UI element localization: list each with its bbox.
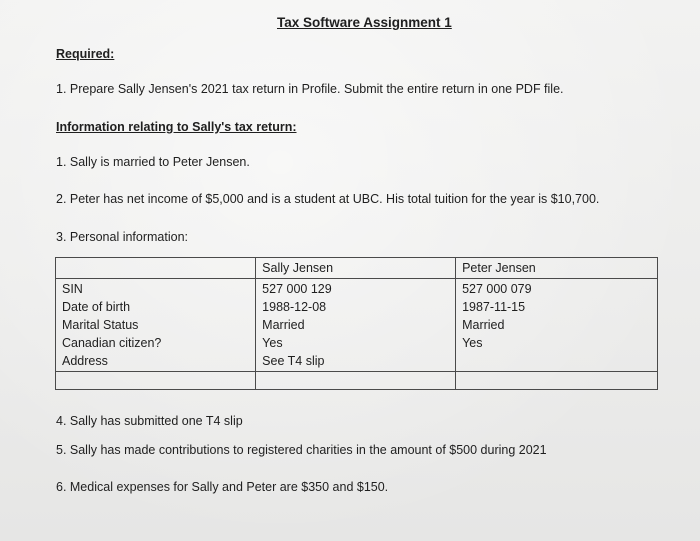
label-citizen: Canadian citizen?	[62, 336, 162, 350]
table-row	[56, 279, 658, 372]
empty-cell	[456, 372, 658, 390]
info-item-3: 3. Personal information:	[56, 230, 189, 244]
personal-info-table	[55, 257, 658, 390]
peter-citizen: Yes	[462, 336, 483, 350]
sally-dob: 1988-12-08	[262, 300, 327, 314]
task-line: 1. Prepare Sally Jensen's 2021 tax return in Profile. Submit the entire return in one PDF file.	[56, 82, 564, 96]
peter-address	[462, 352, 651, 370]
peter-sin: 527 000 079	[462, 282, 532, 296]
peter-dob: 1987-11-15	[462, 300, 526, 314]
label-address: Address	[62, 354, 108, 368]
label-sin: SIN	[62, 282, 83, 296]
table-row	[56, 258, 658, 279]
peter-column	[456, 279, 658, 372]
info-item-6: 6. Medical expenses for Sally and Peter are $350 and $150.	[56, 480, 389, 494]
required-heading: Required:	[56, 47, 115, 61]
peter-header: Peter Jensen	[462, 261, 536, 275]
peter-header-cell	[456, 258, 658, 279]
table-row	[56, 372, 658, 390]
peter-marital: Married	[462, 318, 505, 332]
info-item-1: 1. Sally is married to Peter Jensen.	[56, 155, 250, 169]
info-item-5: 5. Sally has made contributions to registered charities in the amount of $500 during 2021	[56, 443, 547, 457]
sally-sin: 527 000 129	[262, 282, 332, 296]
sally-column	[256, 279, 456, 372]
labels-column	[56, 279, 256, 372]
label-header-blank	[62, 259, 249, 277]
empty-cell	[256, 372, 456, 390]
sally-header: Sally Jensen	[262, 261, 334, 275]
document-title: Tax Software Assignment 1	[277, 15, 452, 30]
info-item-4: 4. Sally has submitted one T4 slip	[56, 414, 243, 428]
sally-header-cell	[256, 258, 456, 279]
info-item-2: 2. Peter has net income of $5,000 and is a student at UBC. His total tuition for the year is $10,700.	[56, 192, 600, 206]
sally-address: See T4 slip	[262, 354, 325, 368]
sally-citizen: Yes	[262, 336, 283, 350]
empty-cell	[56, 372, 256, 390]
label-marital: Marital Status	[62, 318, 139, 332]
labels-cell	[56, 258, 256, 279]
info-heading: Information relating to Sally's tax return:	[56, 120, 297, 134]
sally-marital: Married	[262, 318, 305, 332]
label-dob: Date of birth	[62, 300, 131, 314]
